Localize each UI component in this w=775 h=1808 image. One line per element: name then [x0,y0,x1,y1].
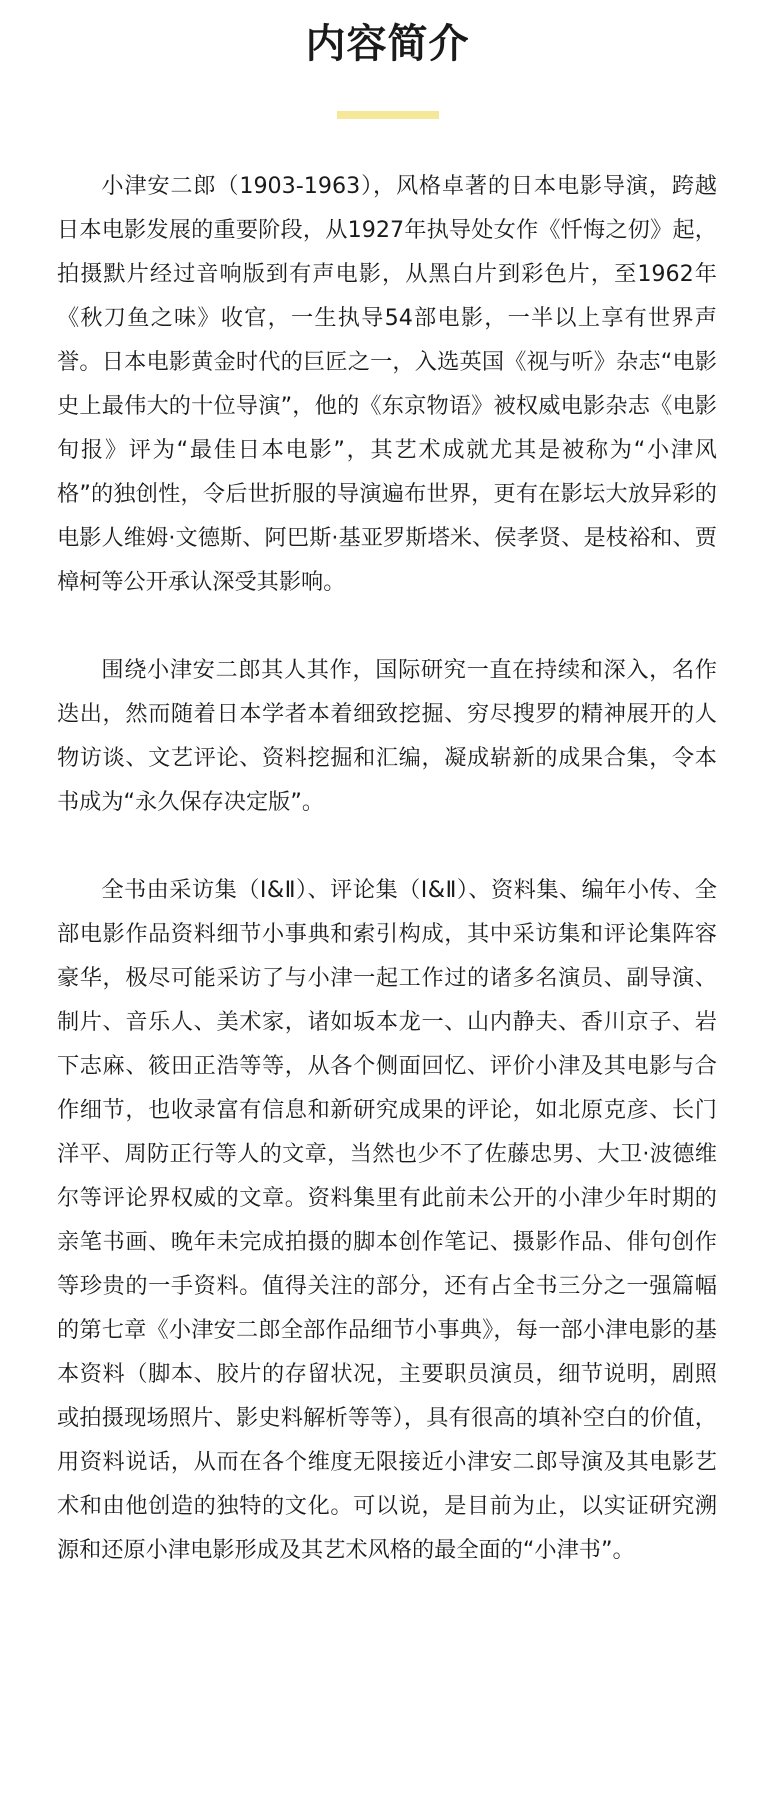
intro-paragraph-2: 围绕小津安二郎其人其作，国际研究一直在持续和深入，名作迭出，然而随着日本学者本着细致挖掘、穷尽搜罗的精神展开的人物访谈、文艺评论、资料挖掘和汇编，凝成崭新的成果合集，令本书成为“永久保存决定版”。 [57,657,717,815]
title-underline-divider [337,111,439,119]
page-title: 内容简介 [305,21,470,67]
intro-content [57,164,717,1572]
intro-paragraph-1: 小津安二郎（1903-1963），风格卓著的日本电影导演，跨越日本电影发展的重要阶段，从1927年执导处女作《忏悔之仞》起，拍摄默片经过音响版到有声电影，从黑白片到彩色片，至1962年《秋刀鱼之味》收官，一生执导54部电影，一半以上享有世界声誉。日本电影黄金时代的巨匠之一，入选英国《视与听》杂志“电影史上最伟大的十位导演”，他的《东京物语》被权威电影杂志《电影旬报》评为“最佳日本电影”，其艺术成就尤其是被称为“小津风格”的独创性，令后世折服的导演遍布世界，更有在影坛大放异彩的电影人维姆·文德斯、阿巴斯·基亚罗斯塔米、侯孝贤、是枝裕和、贾樟柯等公开承认深受其影响。 [57,173,717,595]
intro-paragraph-3: 全书由采访集（Ⅰ&Ⅱ）、评论集（Ⅰ&Ⅱ）、资料集、编年小传、全部电影作品资料细节小事典和索引构成，其中采访集和评论集阵容豪华，极尽可能采访了与小津一起工作过的诸多名演员、副导演、制片、音乐人、美术家，诸如坂本龙一、山内静夫、香川京子、岩下志麻、筱田正浩等等，从各个侧面回忆、评价小津及其电影与合作细节，也收录富有信息和新研究成果的评论，如北原克彦、长门洋平、周防正行等人的文章，当然也少不了佐藤忠男、大卫·波德维尔等评论界权威的文章。资料集里有此前未公开的小津少年时期的亲笔书画、晚年未完成拍摄的脚本创作笔记、摄影作品、俳句创作等珍贵的一手资料。值得关注的部分，还有占全书三分之一强篇幅的第七章《小津安二郎全部作品细节小事典》，每一部小津电影的基本资料（脚本、胶片的存留状况，主要职员演员，细节说明，剧照或拍摄现场照片、影史料解析等等），具有很高的填补空白的价值，用资料说话，从而在各个维度无限接近小津安二郎导演及其电影艺术和由他创造的独特的文化。可以说，是目前为止，以实证研究溯源和还原小津电影形成及其艺术风格的最全面的“小津书”。 [57,877,717,1563]
